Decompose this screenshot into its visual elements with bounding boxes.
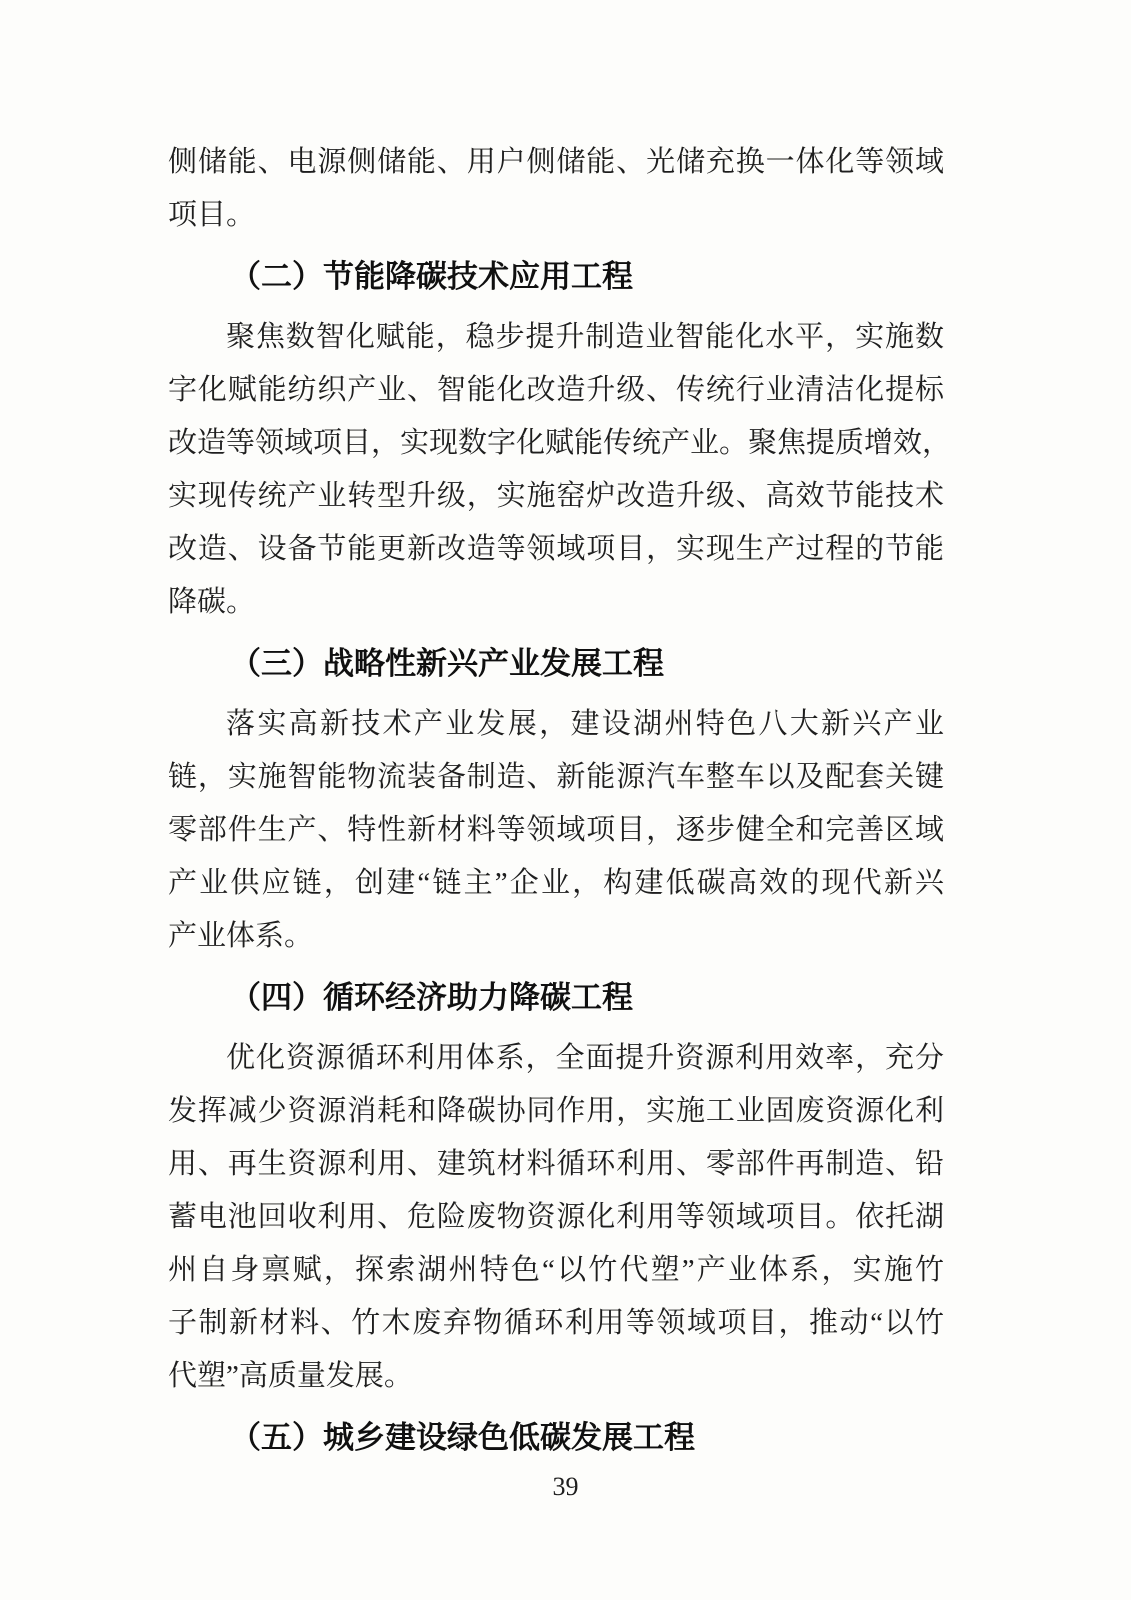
text-line: 链，实施智能物流装备制造、新能源汽车整车以及配套关键 [168, 761, 944, 793]
text-line: 零部件生产、特性新材料等领域项目，逐步健全和完善区域 [168, 814, 944, 846]
text-line: 项目。 [168, 199, 256, 231]
section-heading-2: （二）节能降碳技术应用工程 [230, 259, 633, 294]
text-line: 聚焦数智化赋能，稳步提升制造业智能化水平，实施数 [226, 321, 944, 353]
text-line: 子制新材料、竹木废弃物循环利用等领域项目，推动“以竹 [168, 1307, 944, 1339]
text-line: 侧储能、电源侧储能、用户侧储能、光储充换一体化等领域 [168, 146, 944, 178]
text-line: 用、再生资源利用、建筑材料循环利用、零部件再制造、铅 [168, 1148, 944, 1180]
text-line: 代塑”高质量发展。 [168, 1360, 413, 1392]
section-heading-5: （五）城乡建设绿色低碳发展工程 [230, 1420, 695, 1455]
text-line: 字化赋能纺织产业、智能化改造升级、传统行业清洁化提标 [168, 374, 944, 406]
text-line: 产业体系。 [168, 920, 314, 952]
text-line: 优化资源循环利用体系，全面提升资源利用效率，充分 [226, 1042, 944, 1074]
text-line: 产业供应链，创建“链主”企业，构建低碳高效的现代新兴 [168, 867, 944, 899]
document-body [168, 136, 952, 1472]
text-line: 发挥减少资源消耗和降碳协同作用，实施工业固废资源化利 [168, 1095, 944, 1127]
text-line: 降碳。 [168, 586, 256, 618]
text-line: 落实高新技术产业发展，建设湖州特色八大新兴产业 [226, 708, 944, 740]
text-line: 实现传统产业转型升级，实施窑炉改造升级、高效节能技术 [168, 480, 944, 512]
page-number: 39 [552, 1472, 579, 1501]
section-heading-3: （三）战略性新兴产业发展工程 [230, 646, 664, 681]
text-line: 改造、设备节能更新改造等领域项目，实现生产过程的节能 [168, 533, 944, 565]
section-heading-4: （四）循环经济助力降碳工程 [230, 980, 633, 1015]
text-line: 州自身禀赋，探索湖州特色“以竹代塑”产业体系，实施竹 [168, 1254, 944, 1286]
text-line: 蓄电池回收利用、危险废物资源化利用等领域项目。依托湖 [168, 1201, 944, 1233]
text-line: 改造等领域项目，实现数字化赋能传统产业。聚焦提质增效， [168, 427, 952, 459]
